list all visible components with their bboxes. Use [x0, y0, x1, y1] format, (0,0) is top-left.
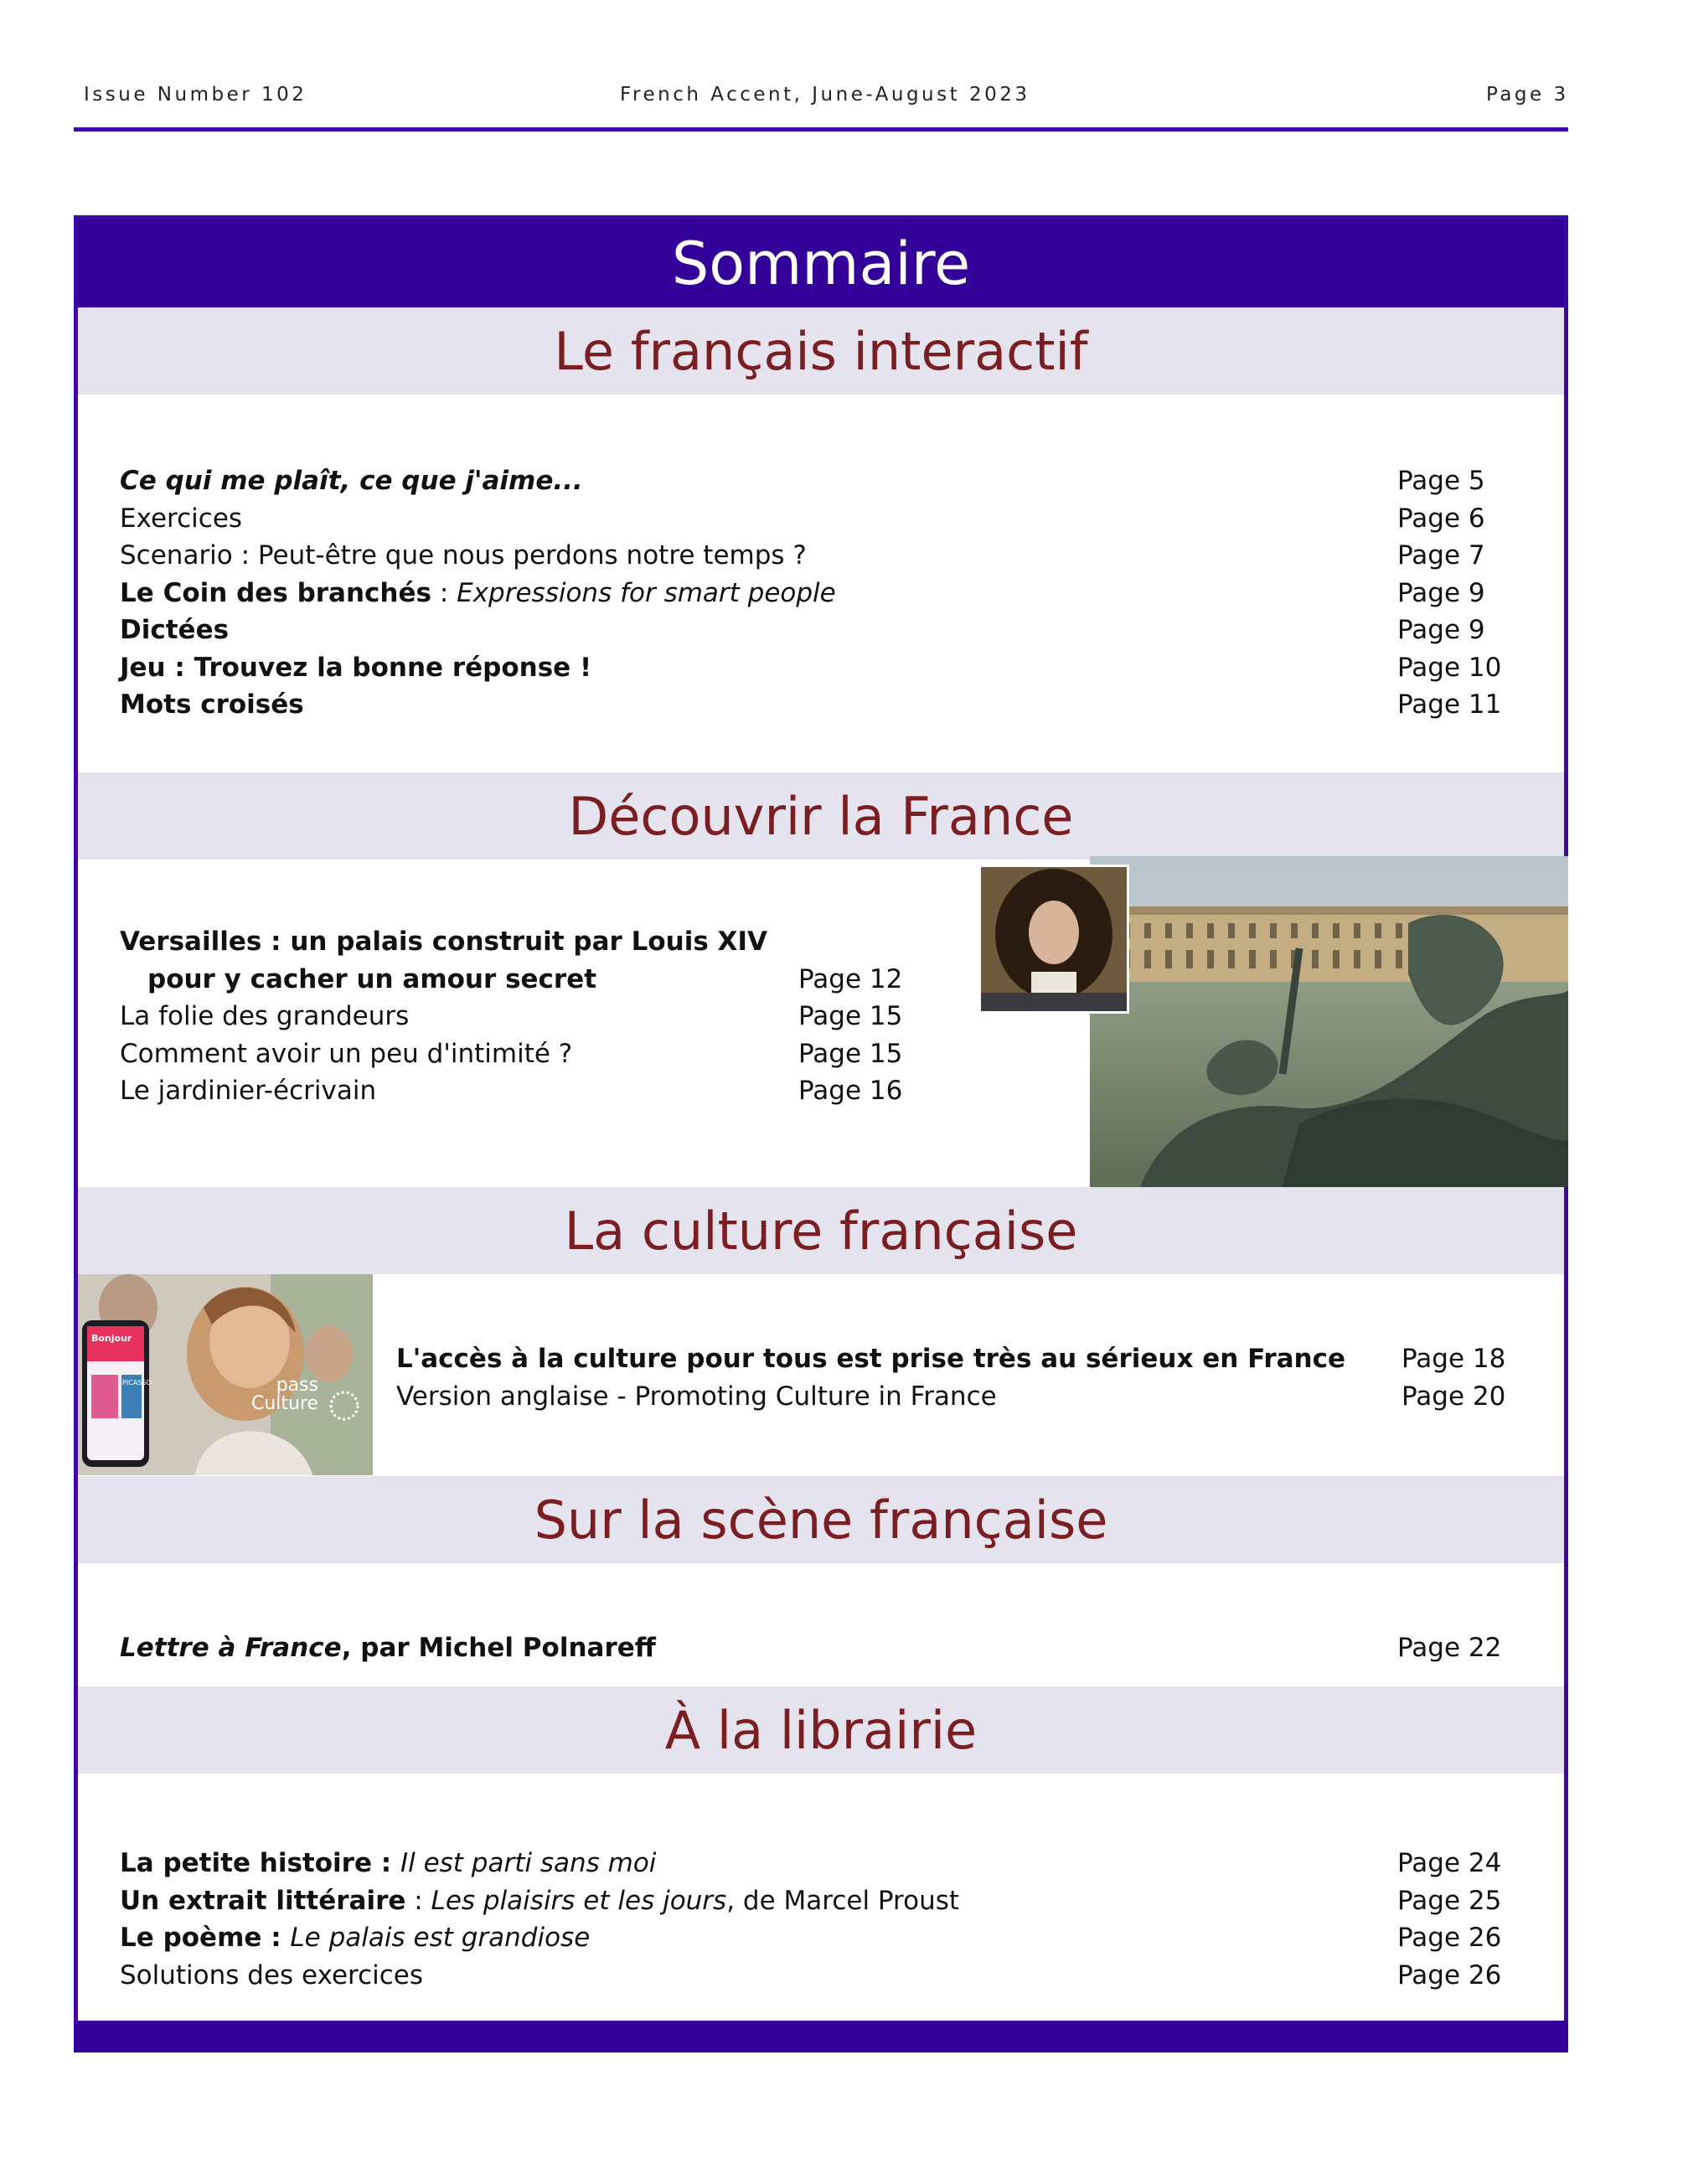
item-page: Page 9: [1397, 577, 1485, 608]
toc-list-scene: [120, 1629, 1569, 1667]
toc-item[interactable]: [120, 1072, 1041, 1110]
section-heading-librairie: À la librairie: [664, 1699, 978, 1761]
item-title: Mots croisés: [120, 689, 304, 720]
header-rule: [74, 127, 1568, 132]
item-title: Ce qui me plaît, ce que j'aime...: [120, 466, 583, 496]
item-page: Page 26: [1397, 1923, 1502, 1953]
item-title-continued: pour y cacher un amour secret: [147, 963, 597, 994]
section-heading-interactif: Le français interactif: [554, 320, 1088, 382]
item-subtitle: Le palais est grandiose: [290, 1923, 591, 1953]
toc-list-interactif: [120, 462, 1569, 724]
toc-list-france: [120, 923, 1041, 1110]
section-heading-band: [78, 772, 1564, 860]
pass-culture-logo: pass Culture: [251, 1375, 319, 1414]
toc-item[interactable]: [120, 686, 1569, 724]
section-heading-band: [78, 1476, 1564, 1563]
item-page: Page 15: [798, 1001, 903, 1031]
toc-item[interactable]: [120, 462, 1569, 500]
phone-greeting: Bonjour: [91, 1333, 132, 1344]
item-separator: :: [405, 1885, 431, 1916]
page-title: Sommaire: [671, 229, 971, 298]
toc-item[interactable]: [396, 1378, 1569, 1416]
toc-item[interactable]: [120, 537, 1569, 575]
item-page: Page 25: [1397, 1885, 1502, 1916]
toc-item[interactable]: [120, 1845, 1569, 1882]
item-title: L'accès à la culture pour tous est prise très au sérieux en France: [396, 1344, 1346, 1374]
item-page: Page 16: [798, 1076, 903, 1106]
item-title: La petite histoire :: [120, 1848, 400, 1878]
toc-item[interactable]: [120, 1919, 1569, 1957]
toc-item[interactable]: [120, 1629, 1569, 1667]
item-page: Page 24: [1397, 1848, 1502, 1878]
section-heading-band: [78, 1686, 1564, 1774]
item-title: Dictées: [120, 615, 230, 645]
item-page: Page 5: [1397, 466, 1485, 496]
section-heading-culture: La culture française: [564, 1200, 1078, 1262]
toc-item[interactable]: [120, 961, 1041, 999]
item-title: Le jardinier-écrivain: [120, 1076, 377, 1106]
item-separator: :: [431, 577, 457, 608]
item-title: Versailles : un palais construit par Louis XIV: [120, 927, 767, 957]
toc-item[interactable]: [120, 998, 1041, 1035]
item-title: Lettre à France: [120, 1633, 342, 1663]
item-subtitle: Les plaisirs et les jours: [431, 1885, 727, 1916]
item-title: Le poème :: [120, 1923, 291, 1953]
item-page: Page 7: [1397, 540, 1485, 571]
toc-item[interactable]: [120, 575, 1569, 612]
toc-item[interactable]: [120, 649, 1569, 687]
table-of-contents-box: [74, 215, 1568, 2052]
item-title: Scenario : Peut-être que nous perdons notre temps ?: [120, 540, 807, 571]
item-author: , de Marcel Proust: [726, 1885, 960, 1916]
versailles-photo-image: [1090, 856, 1568, 1187]
section-heading-scene: Sur la scène française: [534, 1489, 1108, 1551]
section-heading-band: [78, 1187, 1564, 1274]
item-title: La folie des grandeurs: [120, 1001, 410, 1031]
toc-item[interactable]: [120, 500, 1569, 538]
toc-item[interactable]: [120, 612, 1569, 649]
item-title: Un extrait littéraire: [120, 1885, 406, 1916]
toc-item[interactable]: [120, 1957, 1569, 1995]
item-subtitle: Il est parti sans moi: [400, 1848, 657, 1878]
item-page: Page 12: [798, 963, 903, 994]
footer-band: [74, 2021, 1568, 2052]
toc-list-culture: [396, 1340, 1569, 1415]
item-title: Solutions des exercices: [120, 1959, 424, 1990]
toc-item[interactable]: [120, 1035, 1041, 1073]
item-page: Page 6: [1397, 503, 1485, 534]
item-title: Comment avoir un peu d'intimité ?: [120, 1038, 573, 1069]
item-page: Page 9: [1397, 615, 1485, 645]
item-title: Jeu : Trouvez la bonne réponse !: [120, 652, 592, 683]
pass-culture-photo-image: [78, 1274, 373, 1475]
item-subtitle: Expressions for smart people: [457, 577, 836, 608]
item-page: Page 22: [1397, 1633, 1502, 1663]
pass-culture-photo: [78, 1274, 373, 1475]
item-title: Le Coin des branchés: [120, 577, 431, 608]
item-author: , par Michel Polnareff: [341, 1633, 656, 1663]
toc-item[interactable]: [120, 923, 1041, 961]
issue-number: Issue Number 102: [84, 84, 307, 106]
section-heading-band: [78, 307, 1564, 395]
toc-item[interactable]: [120, 1882, 1569, 1920]
toc-item[interactable]: [396, 1340, 1569, 1378]
item-page: Page 18: [1402, 1344, 1506, 1374]
toc-list-librairie: [120, 1845, 1569, 1994]
portrait-image: [981, 867, 1127, 1011]
phone-card-label: PICASSO: [122, 1379, 152, 1386]
item-page: Page 26: [1397, 1959, 1502, 1990]
versailles-fountain-photo: [1090, 856, 1568, 1187]
title-band: [78, 219, 1564, 307]
item-page: Page 11: [1397, 689, 1502, 720]
section-heading-france: Découvrir la France: [568, 785, 1074, 847]
page-number: Page 3: [1486, 84, 1569, 106]
item-page: Page 10: [1397, 652, 1502, 683]
item-page: Page 20: [1402, 1381, 1506, 1412]
item-title: Exercices: [120, 503, 243, 534]
item-title: Version anglaise - Promoting Culture in France: [396, 1381, 997, 1412]
item-page: Page 15: [798, 1038, 903, 1069]
louis-xiv-portrait: [978, 865, 1129, 1014]
publication-title: French Accent, June-August 2023: [620, 84, 1030, 106]
